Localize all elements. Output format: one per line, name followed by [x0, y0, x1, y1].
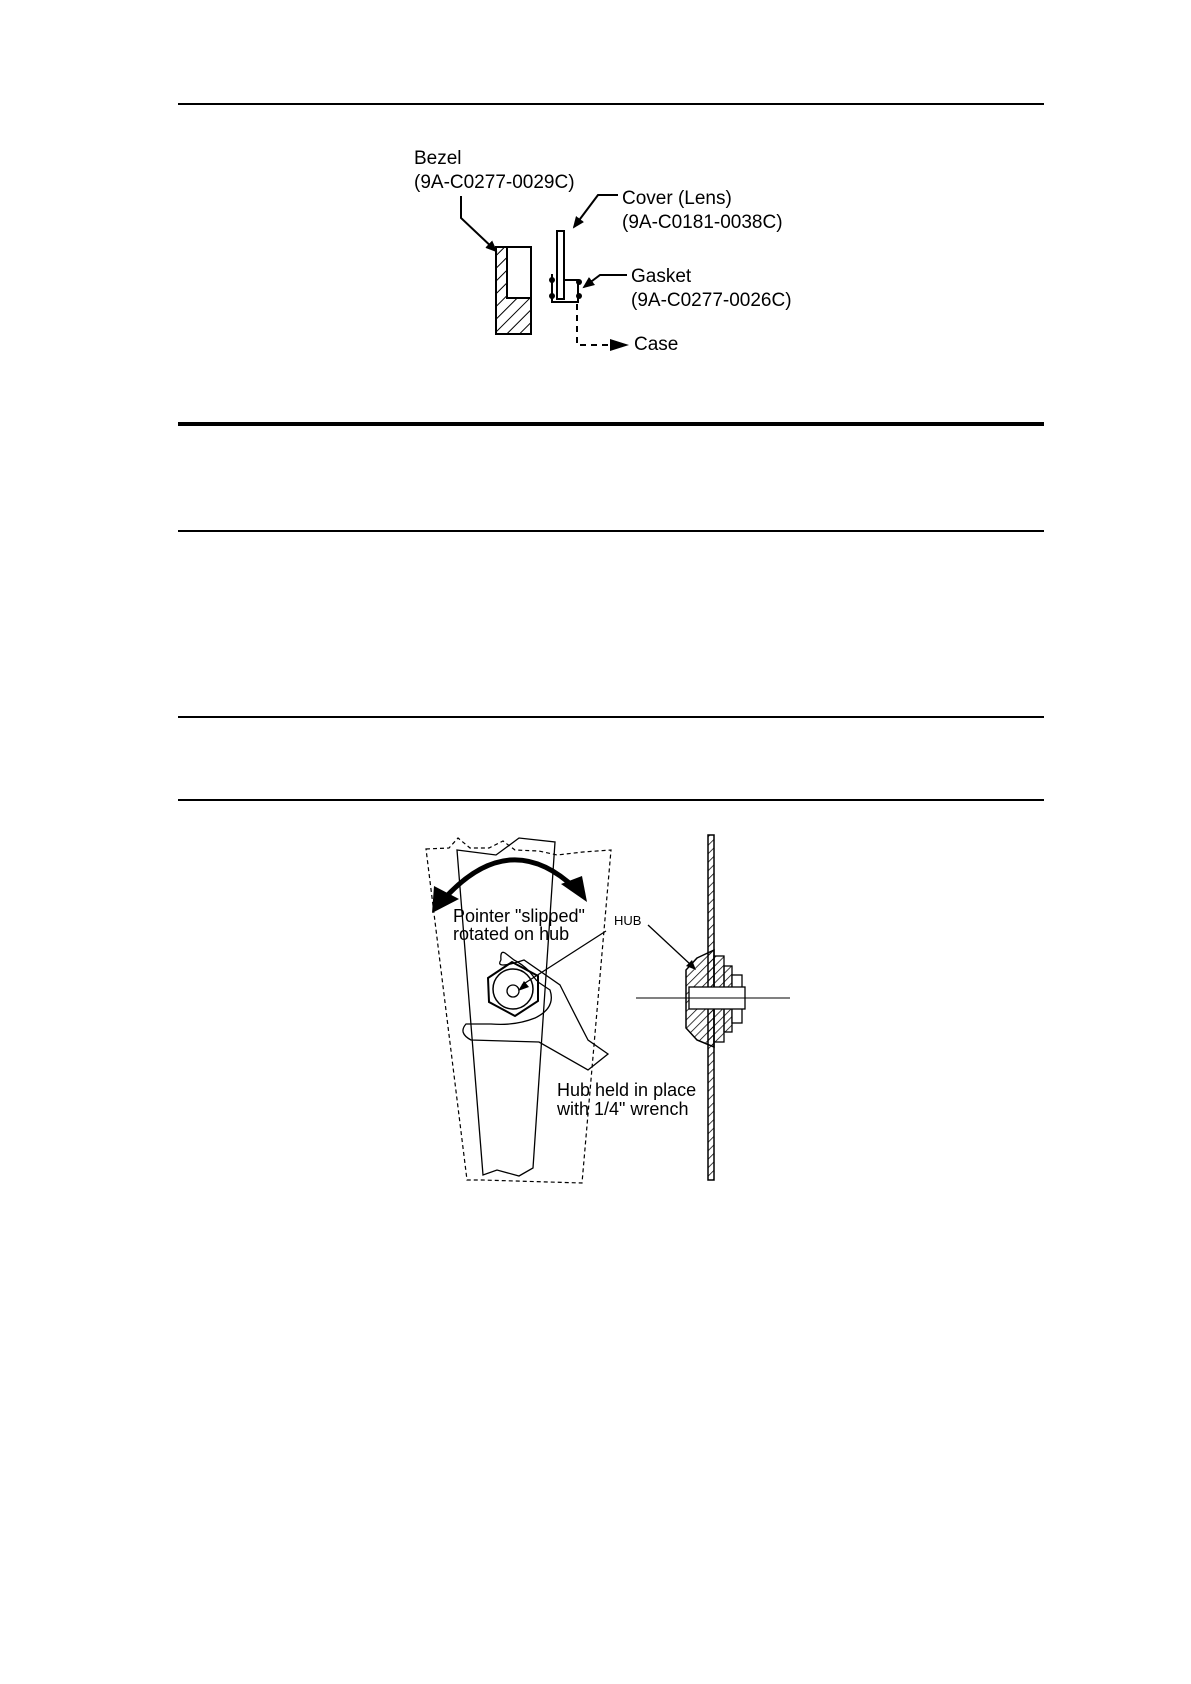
- wrench-label-line2: with 1/4" wrench: [557, 1099, 689, 1119]
- bezel-label: Bezel: [414, 148, 462, 169]
- cover-part-number: (9A-C0181-0038C): [622, 212, 783, 233]
- rotation-arrow: [432, 860, 587, 913]
- pointer-slipped-label: Pointer "slipped": [453, 906, 585, 926]
- gasket-label: Gasket: [631, 266, 692, 287]
- rotated-on-hub-label: rotated on hub: [453, 924, 570, 944]
- gasket-part-number: (9A-C0277-0026C): [631, 290, 792, 311]
- cover-label: Cover (Lens): [622, 188, 732, 209]
- bezel-part-number: (9A-C0277-0029C): [414, 172, 575, 193]
- wrench-shape: [463, 952, 608, 1070]
- wrench-label-line1: Hub held in place: [557, 1080, 697, 1100]
- hex-hub-shape: [488, 931, 606, 1016]
- hub-label: HUB: [614, 913, 642, 928]
- case-label: Case: [634, 334, 679, 355]
